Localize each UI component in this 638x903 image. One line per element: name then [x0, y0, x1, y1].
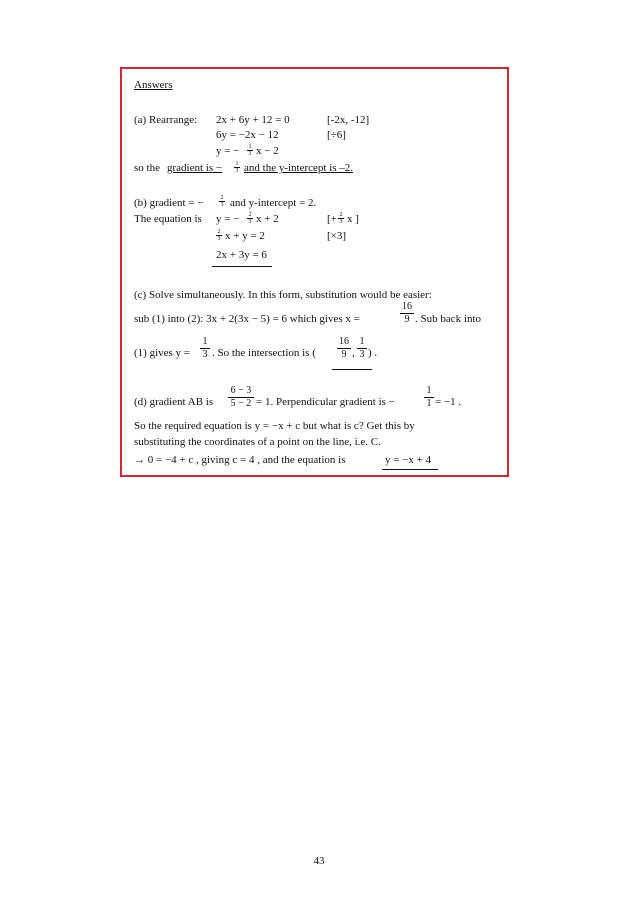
part-c-x-fraction: 16 9	[402, 301, 412, 325]
part-a-fraction: 1 3	[248, 144, 252, 157]
part-c-line-2-pre: sub (1) into (2): 3x + 2(3x − 5) = 6 which gives x =	[134, 313, 360, 325]
part-b-equation-2-lhs: y = −	[216, 213, 240, 225]
part-b-equation-2-rhs: x + 2	[256, 213, 279, 225]
part-c-line-2-post: . Sub back into	[415, 313, 481, 325]
part-c-point-comma: ,	[352, 347, 355, 359]
part-b-equation-3: x + y = 2	[225, 230, 265, 242]
part-a-conclusion-prefix: so the	[134, 162, 160, 174]
part-b-note-2-pre: [+	[327, 213, 337, 225]
part-b-final-equation: 2x + 3y = 6	[216, 249, 267, 261]
part-c-point-y-fraction: 1 3	[357, 337, 367, 360]
part-c-y-fraction: 1 3	[200, 337, 210, 360]
part-b-equation-label: The equation is	[134, 213, 202, 225]
part-b-fraction-3: 2 3	[217, 229, 221, 242]
part-d-line-1-mid: = 1. Perpendicular gradient is −	[256, 396, 395, 408]
part-b-fraction-2: 2 3	[248, 212, 252, 225]
part-c-line-3-pre: (1) gives y =	[134, 347, 190, 359]
part-a-conclusion-fraction: 1 3	[235, 161, 239, 174]
part-a-equation-1: 2x + 6y + 12 = 0	[216, 114, 290, 126]
part-b-final-underline	[212, 266, 272, 267]
part-c-point-underline	[332, 369, 372, 370]
part-c-line-3-end: ) .	[368, 347, 378, 359]
part-b-line-1-post: and y-intercept = 2.	[230, 197, 317, 209]
part-b-fraction-1: 2 3	[220, 195, 224, 208]
part-a-note-1: [-2x, -12]	[327, 114, 370, 126]
part-a-conclusion-intercept: and the y-intercept is –2.	[244, 162, 354, 174]
page-number: 43	[313, 855, 325, 867]
part-d-final-equation: y = −x + 4	[385, 454, 432, 466]
part-c-line-1: (c) Solve simultaneously. In this form, substitution would be easier:	[134, 289, 432, 301]
part-a-note-2: [÷6]	[327, 129, 346, 141]
part-d-gradient-fraction: 6 − 3 5 − 2	[228, 386, 254, 409]
part-b-line-1-pre: (b) gradient = −	[134, 197, 204, 209]
part-d-line-1-end: = −1 .	[435, 396, 462, 408]
part-a-equation-3-rhs: x − 2	[256, 145, 279, 157]
part-b-note-fraction: 2 3	[339, 212, 343, 225]
part-c-line-3-mid: . So the intersection is (	[212, 347, 316, 359]
part-a-label: (a) Rearrange:	[134, 114, 198, 126]
part-d-line-1-pre: (d) gradient AB is	[134, 396, 214, 408]
part-b-note-2-post: x ]	[347, 213, 359, 225]
answers-heading: Answers	[134, 79, 173, 91]
part-d-final-underline	[382, 469, 438, 470]
part-d-line-3: substituting the coordinates of a point on the line, i.e. C.	[134, 436, 381, 448]
part-d-perpendicular-fraction: 1 1	[424, 386, 434, 409]
part-c-point-x-fraction: 16 9	[339, 336, 349, 360]
part-d-line-4-pre: → 0 = −4 + c , giving c = 4 , and the equation is	[134, 454, 346, 466]
part-a-conclusion-gradient: gradient is −	[167, 162, 223, 174]
part-a-equation-3-lhs: y = −	[216, 145, 240, 157]
part-b-note-3: [×3]	[327, 230, 347, 242]
part-d-line-2: So the required equation is y = −x + c but what is c? Get this by	[134, 420, 415, 432]
answer-box	[120, 67, 509, 477]
part-a-equation-2: 6y = −2x − 12	[216, 129, 279, 141]
